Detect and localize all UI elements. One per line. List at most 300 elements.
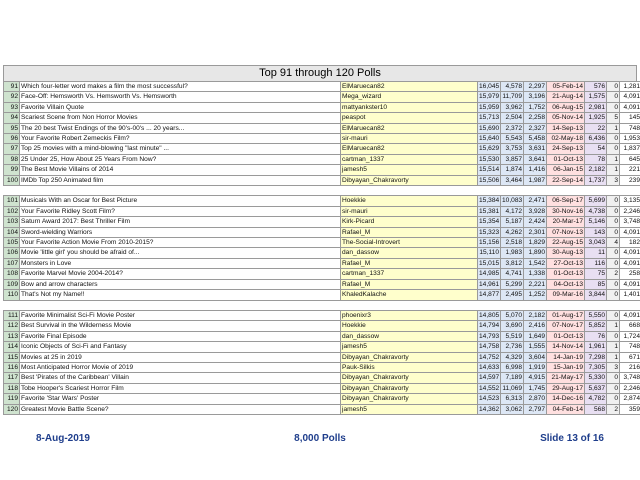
- table-row: [4, 373, 640, 383]
- poll-votes: 15,156: [479, 239, 500, 247]
- poll-stat-a: 11,709: [502, 93, 522, 101]
- poll-title: Sword-wielding Warriors: [20, 227, 341, 237]
- table-row: [4, 206, 640, 216]
- poll-title: Monsters in Love: [20, 258, 341, 268]
- poll-date: 14-Dec-16: [547, 394, 585, 404]
- poll-stat-e: 668: [620, 321, 640, 331]
- poll-votes: 14,794: [479, 322, 500, 330]
- poll-date: 06-Sep-17: [547, 196, 585, 206]
- poll-title: Your Favorite Ridley Scott Film?: [20, 206, 341, 216]
- poll-stat-b: 2,471: [524, 196, 547, 206]
- poll-votes: 15,640: [479, 135, 500, 143]
- poll-title: Movie 'little girl' you should be afraid of...: [20, 248, 341, 258]
- poll-stat-c: 1,737: [585, 175, 607, 185]
- poll-title: Bow and arrow characters: [20, 279, 341, 289]
- poll-date: 01-Oct-13: [547, 331, 585, 341]
- poll-votes: 15,530: [479, 155, 500, 163]
- poll-stat-d: 0: [607, 331, 620, 341]
- poll-stat-d: 0: [607, 82, 620, 92]
- table-row: [4, 196, 640, 206]
- poll-stat-e: 221: [620, 165, 640, 175]
- poll-date: 05-Feb-14: [547, 82, 585, 92]
- poll-author: dan_dassow: [341, 331, 478, 341]
- poll-stat-a: 10,083: [502, 197, 523, 205]
- table-row: [4, 144, 640, 154]
- poll-stat-c: 5,699: [585, 196, 607, 206]
- poll-rank: 101: [4, 196, 20, 206]
- poll-date: 01-Oct-13: [547, 154, 585, 164]
- poll-stat-d: 0: [607, 144, 620, 154]
- poll-title: Which four-letter word makes a film the most successful?: [20, 82, 341, 92]
- poll-votes: 14,793: [479, 332, 500, 340]
- poll-stat-b: 3,928: [524, 206, 547, 216]
- poll-title: 25 Under 25, How About 25 Years From Now?: [20, 154, 341, 164]
- poll-votes: 15,323: [479, 228, 500, 236]
- poll-stat-d: 0: [607, 290, 620, 300]
- poll-votes: 14,752: [479, 353, 500, 361]
- poll-stat-a: 2,504: [501, 113, 524, 123]
- poll-stat-d: 0: [607, 102, 620, 112]
- poll-stat-a: 3,062: [501, 404, 524, 414]
- poll-title: The Best Movie Villains of 2014: [20, 165, 341, 175]
- poll-stat-e: 239: [620, 175, 640, 185]
- table-row: [4, 154, 640, 164]
- poll-votes: 14,362: [479, 405, 500, 413]
- table-row: [4, 217, 640, 227]
- poll-stat-d: 0: [607, 196, 620, 206]
- poll-stat-e: 3,748: [620, 373, 640, 383]
- poll-stat-c: 3,043: [585, 238, 607, 248]
- poll-stat-b: 1,919: [524, 362, 547, 372]
- poll-stat-b: 1,555: [524, 342, 547, 352]
- poll-title: Greatest Movie Battle Scene?: [20, 404, 341, 414]
- poll-stat-a: 5,070: [501, 310, 524, 320]
- poll-stat-b: 2,301: [524, 227, 547, 237]
- poll-date: 30-Aug-13: [547, 248, 585, 258]
- poll-date: 07-Nov-17: [547, 321, 585, 331]
- table-row: [4, 362, 640, 372]
- poll-votes: 14,877: [479, 291, 500, 299]
- poll-rank: 116: [4, 362, 20, 372]
- poll-stat-c: 5,852: [585, 321, 607, 331]
- poll-stat-b: 1,987: [524, 175, 547, 185]
- spacer-cell: [4, 186, 640, 196]
- table-row: [4, 404, 640, 414]
- poll-stat-c: 54: [585, 144, 607, 154]
- group-spacer: [4, 186, 640, 196]
- poll-stat-b: 1,416: [524, 165, 547, 175]
- poll-date: 01-Oct-13: [547, 269, 585, 279]
- poll-stat-d: 0: [607, 383, 620, 393]
- poll-stat-a: 3,690: [501, 321, 524, 331]
- poll-author: Rafael_M: [341, 279, 478, 289]
- poll-rank: 120: [4, 404, 20, 414]
- poll-stat-d: 0: [607, 248, 620, 258]
- poll-rank: 110: [4, 290, 20, 300]
- poll-date: 27-Oct-13: [547, 258, 585, 268]
- polls-table-body: [4, 82, 640, 415]
- poll-title: Musicals With an Oscar for Best Picture: [20, 196, 341, 206]
- poll-date: 29-Aug-17: [547, 383, 585, 393]
- poll-rank: 108: [4, 269, 20, 279]
- poll-date: 02-May-18: [547, 134, 585, 144]
- footer-date: 8-Aug-2019: [36, 433, 90, 444]
- polls-table: [3, 81, 640, 415]
- poll-date: 06-Aug-15: [547, 102, 585, 112]
- poll-stat-b: 2,327: [524, 123, 547, 133]
- poll-date: 01-Aug-17: [547, 310, 585, 320]
- table-row: [4, 290, 640, 300]
- table-row: [4, 342, 640, 352]
- poll-stat-e: 182: [620, 238, 640, 248]
- poll-stat-e: 2,246: [620, 206, 640, 216]
- poll-stat-a: 11,069: [502, 384, 522, 392]
- poll-author: mattyankster10: [341, 102, 478, 112]
- poll-title: Saturn Award 2017: Best Thriller Film: [20, 217, 341, 227]
- poll-stat-b: 2,424: [524, 217, 547, 227]
- poll-rank: 111: [4, 310, 20, 320]
- poll-stat-b: 1,890: [524, 248, 547, 258]
- poll-date: 09-Mar-16: [547, 290, 585, 300]
- table-row: [4, 134, 640, 144]
- poll-title: Tobe Hooper's Scariest Horror Film: [20, 383, 341, 393]
- table-row: [4, 310, 640, 320]
- poll-title: IMDb Top 250 Animated film: [20, 175, 341, 185]
- poll-stat-d: 0: [607, 394, 620, 404]
- poll-stat-a: 4,329: [501, 352, 524, 362]
- poll-date: 22-Aug-15: [547, 238, 585, 248]
- poll-votes: 15,959: [479, 103, 500, 111]
- poll-title: Iconic Objects of Sci-Fi and Fantasy: [20, 342, 341, 352]
- poll-rank: 119: [4, 394, 20, 404]
- poll-title: The 20 best Twist Endings of the 90's-00's ... 20 years...: [20, 123, 341, 133]
- poll-stat-d: 2: [607, 404, 620, 414]
- poll-votes: 14,523: [479, 395, 500, 403]
- poll-stat-c: 2,182: [585, 165, 607, 175]
- poll-stat-c: 2,981: [585, 102, 607, 112]
- poll-stat-a: 2,372: [501, 123, 524, 133]
- poll-stat-b: 1,252: [524, 290, 547, 300]
- poll-stat-d: 1: [607, 123, 620, 133]
- poll-stat-a: 4,172: [501, 206, 524, 216]
- poll-votes: 14,985: [479, 270, 500, 278]
- poll-title: Scariest Scene from Non Horror Movies: [20, 113, 341, 123]
- poll-stat-e: 4,091: [620, 258, 640, 268]
- poll-stat-e: 145: [620, 113, 640, 123]
- poll-author: jamesh5: [341, 342, 478, 352]
- poll-date: 14-Jan-19: [547, 352, 585, 362]
- table-row: [4, 92, 640, 102]
- footer-slide-number: Slide 13 of 16: [540, 433, 604, 444]
- poll-date: 07-Nov-13: [547, 227, 585, 237]
- poll-votes: 15,110: [479, 249, 499, 257]
- poll-stat-b: 2,797: [524, 404, 547, 414]
- poll-author: peaspot: [341, 113, 478, 123]
- poll-rank: 97: [4, 144, 20, 154]
- poll-stat-e: 3,135: [620, 196, 640, 206]
- poll-stat-e: 4,091: [620, 227, 640, 237]
- poll-stat-a: 3,812: [501, 258, 524, 268]
- poll-stat-c: 75: [585, 269, 607, 279]
- poll-stat-b: 3,604: [524, 352, 547, 362]
- poll-author: sir-mauri: [341, 206, 478, 216]
- poll-title: Favorite 'Star Wars' Poster: [20, 394, 341, 404]
- poll-stat-e: 3,748: [620, 217, 640, 227]
- poll-stat-d: 0: [607, 217, 620, 227]
- poll-rank: 102: [4, 206, 20, 216]
- poll-author: Dibyayan_Chakravorty: [341, 175, 478, 185]
- poll-author: Rafael_M: [341, 258, 478, 268]
- poll-author: Dibyayan_Chakravorty: [341, 394, 478, 404]
- table-row: [4, 82, 640, 92]
- poll-stat-e: 671: [620, 352, 640, 362]
- poll-stat-e: 4,091: [620, 92, 640, 102]
- poll-stat-d: 0: [607, 134, 620, 144]
- poll-author: Kirk-Picard: [341, 217, 478, 227]
- poll-author: ElMaruecan82: [341, 123, 478, 133]
- spacer-cell: [4, 300, 640, 310]
- poll-stat-a: 6,313: [501, 394, 524, 404]
- table-row: [4, 352, 640, 362]
- poll-stat-d: 1: [607, 321, 620, 331]
- poll-rank: 94: [4, 113, 20, 123]
- poll-votes: 14,758: [479, 343, 500, 351]
- poll-stat-a: 5,187: [501, 217, 524, 227]
- poll-author: Hoekkie: [341, 196, 478, 206]
- poll-rank: 113: [4, 331, 20, 341]
- poll-stat-a: 2,736: [501, 342, 524, 352]
- poll-stat-d: 0: [607, 227, 620, 237]
- table-row: [4, 394, 640, 404]
- poll-stat-a: 2,518: [501, 238, 524, 248]
- poll-date: 21-Aug-14: [547, 92, 585, 102]
- poll-stat-d: 0: [607, 279, 620, 289]
- poll-stat-c: 7,305: [585, 362, 607, 372]
- poll-stat-c: 4,738: [585, 206, 607, 216]
- poll-stat-a: 1,983: [501, 248, 524, 258]
- poll-stat-a: 4,741: [501, 269, 524, 279]
- poll-votes: 15,979: [479, 93, 500, 101]
- poll-title: That's Not my Name!!: [20, 290, 341, 300]
- poll-rank: 118: [4, 383, 20, 393]
- poll-stat-b: 1,542: [524, 258, 547, 268]
- poll-votes: 15,629: [479, 145, 500, 153]
- poll-stat-d: 4: [607, 238, 620, 248]
- poll-votes: 15,354: [479, 218, 500, 226]
- table-row: [4, 123, 640, 133]
- poll-stat-e: 4,091: [620, 310, 640, 320]
- poll-votes: 15,506: [479, 176, 500, 184]
- poll-stat-b: 2,297: [524, 82, 547, 92]
- poll-votes: 15,514: [479, 166, 500, 174]
- table-row: [4, 321, 640, 331]
- poll-date: 21-May-17: [547, 373, 585, 383]
- poll-rank: 117: [4, 373, 20, 383]
- poll-rank: 107: [4, 258, 20, 268]
- poll-stat-d: 1: [607, 342, 620, 352]
- poll-stat-e: 4,091: [620, 279, 640, 289]
- poll-author: phoenixr3: [341, 310, 478, 320]
- poll-date: 20-Mar-17: [547, 217, 585, 227]
- table-row: [4, 258, 640, 268]
- poll-stat-e: 645: [620, 154, 640, 164]
- poll-stat-a: 3,753: [501, 144, 524, 154]
- poll-author: jamesh5: [341, 165, 478, 175]
- poll-stat-a: 5,299: [501, 279, 524, 289]
- sheet-title: Top 91 through 120 Polls: [3, 65, 637, 81]
- poll-title: Best 'Pirates of the Caribbean' Villain: [20, 373, 341, 383]
- poll-stat-c: 5,146: [585, 217, 607, 227]
- poll-votes: 14,597: [479, 374, 500, 382]
- polls-sheet: [3, 65, 640, 415]
- poll-stat-d: 0: [607, 258, 620, 268]
- poll-stat-b: 3,196: [524, 92, 547, 102]
- poll-title: Face-Off: Hemsworth Vs. Hemsworth Vs. Hemsworth: [20, 92, 341, 102]
- poll-author: KhaledKalache: [341, 290, 478, 300]
- poll-date: 05-Nov-14: [547, 113, 585, 123]
- poll-date: 06-Jan-15: [547, 165, 585, 175]
- table-row: [4, 165, 640, 175]
- poll-stat-c: 5,330: [585, 373, 607, 383]
- table-row: [4, 102, 640, 112]
- poll-votes: 14,552: [479, 384, 500, 392]
- table-row: [4, 227, 640, 237]
- poll-stat-c: 1,575: [585, 92, 607, 102]
- table-row: [4, 238, 640, 248]
- poll-author: cartman_1337: [341, 269, 478, 279]
- poll-stat-e: 1,401: [620, 290, 640, 300]
- poll-stat-e: 1,724: [620, 331, 640, 341]
- poll-votes: 15,381: [479, 207, 500, 215]
- poll-stat-a: 3,464: [501, 175, 524, 185]
- poll-stat-a: 5,519: [501, 331, 524, 341]
- poll-votes: 15,015: [479, 259, 500, 267]
- poll-date: 04-Oct-13: [547, 279, 585, 289]
- poll-stat-d: 0: [607, 206, 620, 216]
- poll-stat-b: 2,416: [524, 321, 547, 331]
- poll-author: Pauk-Silkis: [341, 362, 478, 372]
- poll-rank: 93: [4, 102, 20, 112]
- poll-stat-c: 11: [585, 248, 607, 258]
- poll-stat-c: 1,925: [585, 113, 607, 123]
- poll-rank: 104: [4, 227, 20, 237]
- poll-stat-b: 1,829: [524, 238, 547, 248]
- poll-rank: 115: [4, 352, 20, 362]
- poll-stat-c: 78: [585, 154, 607, 164]
- poll-stat-a: 3,857: [501, 154, 524, 164]
- poll-stat-a: 4,578: [501, 82, 524, 92]
- poll-stat-c: 5,550: [585, 310, 607, 320]
- poll-author: ElMaruecan82: [341, 82, 478, 92]
- poll-stat-e: 2,874: [620, 394, 640, 404]
- poll-stat-d: 2: [607, 269, 620, 279]
- poll-rank: 106: [4, 248, 20, 258]
- poll-stat-e: 258: [620, 269, 640, 279]
- poll-stat-d: 1: [607, 154, 620, 164]
- poll-stat-b: 3,641: [524, 154, 547, 164]
- poll-stat-a: 7,189: [501, 373, 524, 383]
- poll-stat-c: 1,961: [585, 342, 607, 352]
- poll-author: jamesh5: [341, 404, 478, 414]
- poll-stat-c: 22: [585, 123, 607, 133]
- poll-stat-d: 5: [607, 113, 620, 123]
- poll-title: Favorite Final Episode: [20, 331, 341, 341]
- poll-author: Dibyayan_Chakravorty: [341, 352, 478, 362]
- table-row: [4, 279, 640, 289]
- poll-stat-c: 6,436: [585, 134, 607, 144]
- poll-author: sir-mauri: [341, 134, 478, 144]
- table-row: [4, 269, 640, 279]
- poll-date: 30-Nov-16: [547, 206, 585, 216]
- poll-date: 14-Nov-14: [547, 342, 585, 352]
- poll-author: Mega_wizard: [341, 92, 478, 102]
- poll-author: cartman_1337: [341, 154, 478, 164]
- poll-votes: 16,045: [479, 83, 500, 90]
- poll-votes: 14,633: [479, 363, 500, 371]
- group-spacer: [4, 300, 640, 310]
- poll-stat-c: 5,637: [585, 383, 607, 393]
- poll-stat-e: 748: [620, 342, 640, 352]
- table-row: [4, 113, 640, 123]
- poll-stat-c: 76: [585, 331, 607, 341]
- poll-votes: 15,713: [479, 114, 500, 122]
- poll-rank: 92: [4, 92, 20, 102]
- poll-stat-b: 3,631: [524, 144, 547, 154]
- poll-rank: 112: [4, 321, 20, 331]
- poll-stat-b: 2,870: [524, 394, 547, 404]
- poll-rank: 95: [4, 123, 20, 133]
- poll-stat-e: 748: [620, 123, 640, 133]
- poll-stat-d: 1: [607, 352, 620, 362]
- poll-stat-c: 568: [585, 404, 607, 414]
- poll-votes: 14,961: [479, 280, 500, 288]
- poll-stat-c: 4,782: [585, 394, 607, 404]
- poll-stat-b: 4,915: [524, 373, 547, 383]
- poll-stat-e: 1,953: [620, 134, 640, 144]
- table-row: [4, 175, 640, 185]
- table-row: [4, 248, 640, 258]
- poll-stat-c: 7,298: [585, 352, 607, 362]
- poll-rank: 103: [4, 217, 20, 227]
- poll-stat-b: 1,649: [524, 331, 547, 341]
- poll-rank: 98: [4, 154, 20, 164]
- poll-rank: 114: [4, 342, 20, 352]
- poll-stat-a: 3,962: [501, 102, 524, 112]
- table-row: [4, 383, 640, 393]
- poll-author: ElMaruecan82: [341, 144, 478, 154]
- poll-stat-b: 1,338: [524, 269, 547, 279]
- poll-title: Most Anticipated Horror Movie of 2019: [20, 362, 341, 372]
- poll-title: Best Survival in the Wilderness Movie: [20, 321, 341, 331]
- poll-stat-e: 4,091: [620, 248, 640, 258]
- poll-author: Hoekkie: [341, 321, 478, 331]
- poll-title: Favorite Minimalist Sci-Fi Movie Poster: [20, 310, 341, 320]
- poll-stat-d: 0: [607, 310, 620, 320]
- poll-stat-d: 1: [607, 165, 620, 175]
- poll-rank: 96: [4, 134, 20, 144]
- poll-author: Dibyayan_Chakravorty: [341, 373, 478, 383]
- poll-stat-e: 2,246: [620, 383, 640, 393]
- poll-title: Favorite Marvel Movie 2004-2014?: [20, 269, 341, 279]
- poll-stat-c: 85: [585, 279, 607, 289]
- table-row: [4, 331, 640, 341]
- poll-date: 14-Sep-13: [547, 123, 585, 133]
- poll-stat-a: 1,874: [501, 165, 524, 175]
- poll-author: Dibyayan_Chakravorty: [341, 383, 478, 393]
- poll-title: Your Favorite Robert Zemeckis Film?: [20, 134, 341, 144]
- poll-author: The-Social-Introvert: [341, 238, 478, 248]
- poll-votes: 14,805: [479, 311, 500, 319]
